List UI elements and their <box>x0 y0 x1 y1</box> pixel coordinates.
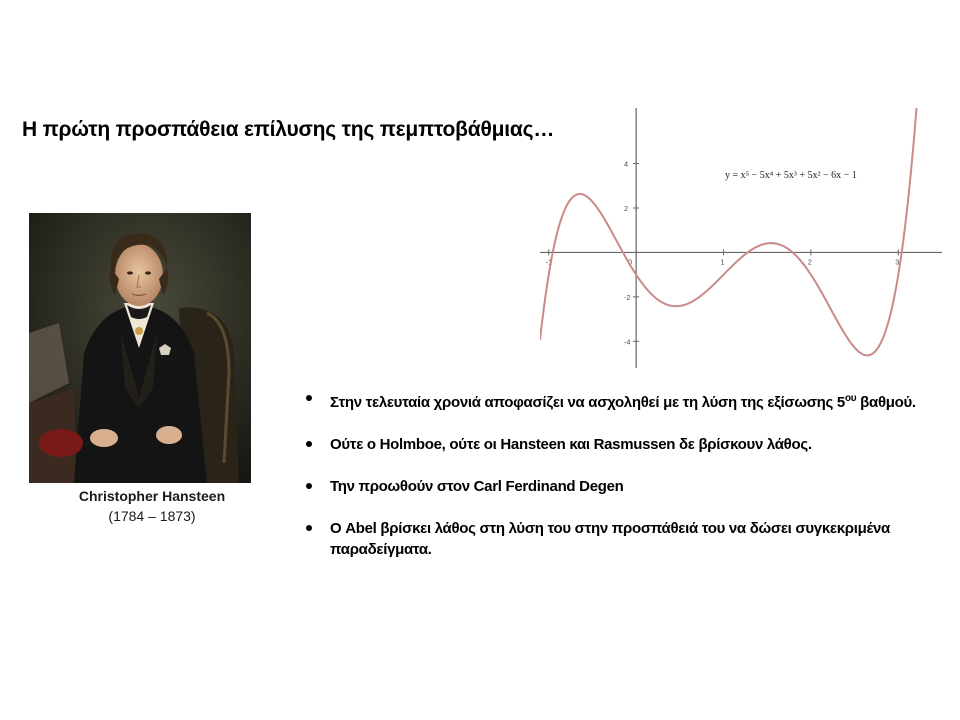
portrait-image <box>29 213 251 483</box>
polynomial-curve <box>540 108 917 355</box>
slide-title: Η πρώτη προσπάθεια επίλυσης της πεμπτοβάθμιας… <box>22 118 555 141</box>
bullet-list <box>306 388 936 581</box>
y-tick-label: 4 <box>624 161 629 169</box>
bullet-dot <box>306 395 312 401</box>
equation-label: y = x⁵ − 5x⁴ + 5x³ + 5x² − 6x − 1 <box>725 170 857 181</box>
y-tick-label: -2 <box>624 294 631 302</box>
bullet-item: Ούτε ο Holmboe, ούτε οι Hansteen και Rasmussen δε βρίσκουν λάθος. <box>306 434 936 455</box>
y-tick-label: -4 <box>624 339 631 347</box>
bullet-item: Ο Abel βρίσκει λάθος στη λύση του στην προσπάθειά του να δώσει συγκεκριμένα παραδείγματα. <box>306 518 936 560</box>
portrait-caption <box>29 486 275 526</box>
y-tick-label: 2 <box>624 206 629 213</box>
bullet-dot <box>306 441 312 447</box>
bullet-item: Στην τελευταία χρονιά αποφασίζει να ασχοληθεί με τη λύση της εξίσωσης $5^{o\upsilon}$ βαθμού. <box>306 388 936 413</box>
x-tick-label: 0 <box>628 259 633 267</box>
bullet-item: Την προωθούν στον Carl Ferdinand Degen <box>306 476 936 497</box>
bullet-dot <box>306 483 312 489</box>
polynomial-plot <box>540 108 942 368</box>
x-tick-label: 1 <box>720 259 725 267</box>
x-tick-label: 3 <box>895 259 900 267</box>
x-tick-label: -1 <box>545 259 552 267</box>
bullet-dot <box>306 525 312 531</box>
portrait-name: Christopher Hansteen <box>78 488 226 504</box>
portrait-years: (1784 – 1873) <box>108 508 196 524</box>
x-tick-label: 2 <box>807 259 812 267</box>
